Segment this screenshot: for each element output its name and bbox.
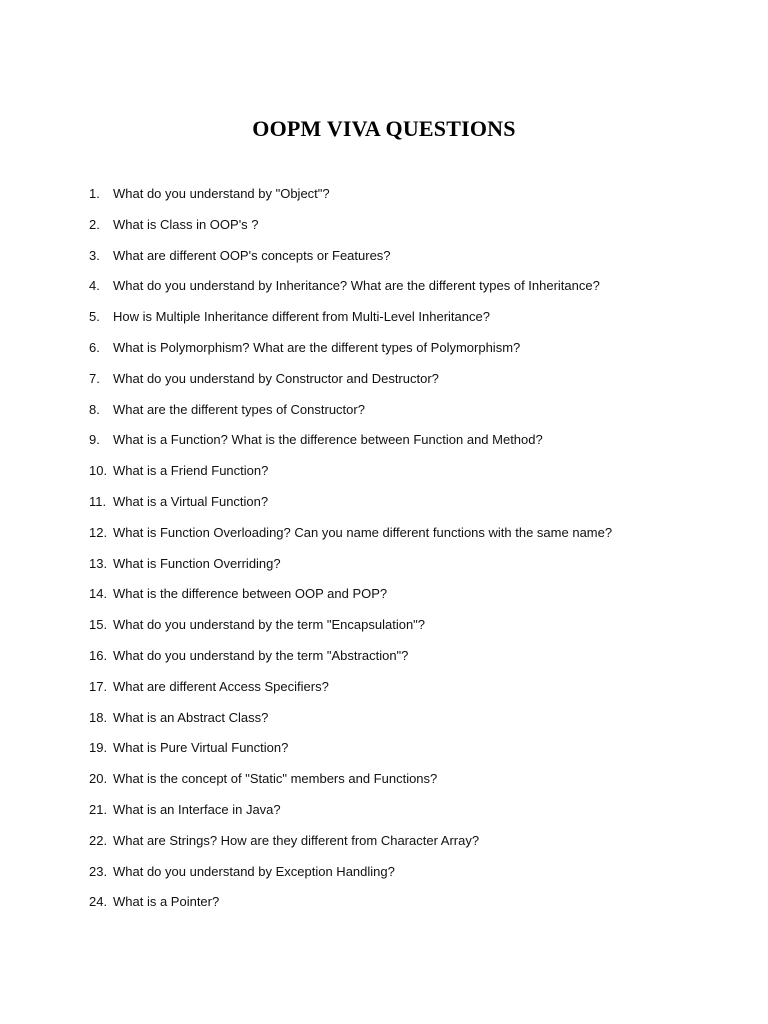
question-item [0, 523, 768, 554]
question-number: 24. [89, 894, 108, 910]
question-number: 20. [89, 771, 108, 787]
question-text: What do you understand by the term "Encapsulation"? [113, 617, 426, 633]
question-text: What are the different types of Constructor? [113, 401, 365, 417]
question-item [0, 738, 768, 769]
question-item [0, 708, 768, 739]
question-number: 17. [89, 678, 108, 694]
question-text: What is Function Overriding? [113, 555, 281, 571]
question-text: What is Pure Virtual Function? [113, 740, 289, 756]
question-text: What are different OOP's concepts or Features? [113, 247, 391, 263]
question-item [0, 769, 768, 800]
question-number: 12. [89, 524, 108, 540]
question-text: What do you understand by Constructor and Destructor? [113, 370, 439, 386]
question-item [0, 554, 768, 585]
question-item [0, 584, 768, 615]
question-text: What is a Friend Function? [113, 463, 269, 479]
question-number: 2. [89, 216, 100, 232]
question-item [0, 430, 768, 461]
question-number: 23. [89, 863, 108, 879]
question-list [0, 184, 768, 923]
question-number: 18. [89, 709, 108, 725]
question-item [0, 369, 768, 400]
question-text: What are Strings? How are they different from Character Array? [113, 832, 480, 848]
question-text: What is Class in OOP's ? [113, 216, 259, 232]
question-number: 5. [89, 309, 100, 325]
question-text: What do you understand by "Object"? [113, 186, 330, 201]
question-text: What is a Virtual Function? [113, 493, 269, 509]
question-item [0, 307, 768, 338]
question-item [0, 338, 768, 369]
question-item [0, 862, 768, 893]
question-item [0, 246, 768, 277]
question-item [0, 276, 768, 307]
question-item [0, 461, 768, 492]
question-text: What is the concept of "Static" members and Functions? [113, 771, 438, 787]
question-number: 9. [89, 432, 100, 448]
question-number: 4. [89, 278, 100, 294]
question-item [0, 400, 768, 431]
question-item [0, 677, 768, 708]
question-item [0, 615, 768, 646]
question-number: 6. [89, 339, 100, 355]
question-item [0, 892, 768, 923]
question-item [0, 831, 768, 862]
question-number: 11. [89, 493, 107, 509]
question-item [0, 646, 768, 677]
question-item [0, 800, 768, 831]
question-text: What is an Interface in Java? [113, 801, 281, 817]
question-text: What do you understand by the term "Abstraction"? [113, 647, 409, 663]
question-number: 21. [89, 801, 108, 817]
question-text: How is Multiple Inheritance different from Multi-Level Inheritance? [113, 309, 490, 325]
question-text: What is a Pointer? [113, 894, 220, 910]
question-number: 8. [89, 401, 100, 417]
question-number: 10. [89, 463, 108, 479]
question-text: What is the difference between OOP and POP? [113, 586, 388, 602]
page-title: OOPM VIVA QUESTIONS [252, 116, 516, 141]
question-number: 7. [89, 370, 100, 386]
question-text: What is Function Overloading? Can you name different functions with the same name? [113, 524, 613, 540]
question-number: 14. [89, 586, 108, 602]
question-item [0, 492, 768, 523]
question-text: What do you understand by Exception Handling? [113, 863, 395, 879]
question-number: 1. [89, 186, 100, 201]
question-number: 13. [89, 555, 108, 571]
question-number: 3. [89, 247, 100, 263]
question-text: What is Polymorphism? What are the different types of Polymorphism? [113, 339, 521, 355]
question-number: 19. [89, 740, 108, 756]
question-text: What is a Function? What is the difference between Function and Method? [113, 432, 543, 448]
question-text: What are different Access Specifiers? [113, 678, 329, 694]
question-text: What do you understand by Inheritance? What are the different types of Inheritance? [113, 278, 600, 294]
question-number: 22. [89, 832, 108, 848]
question-item [0, 215, 768, 246]
question-text: What is an Abstract Class? [113, 709, 269, 725]
question-number: 15. [89, 617, 108, 633]
question-number: 16. [89, 647, 108, 663]
question-item [0, 184, 768, 215]
